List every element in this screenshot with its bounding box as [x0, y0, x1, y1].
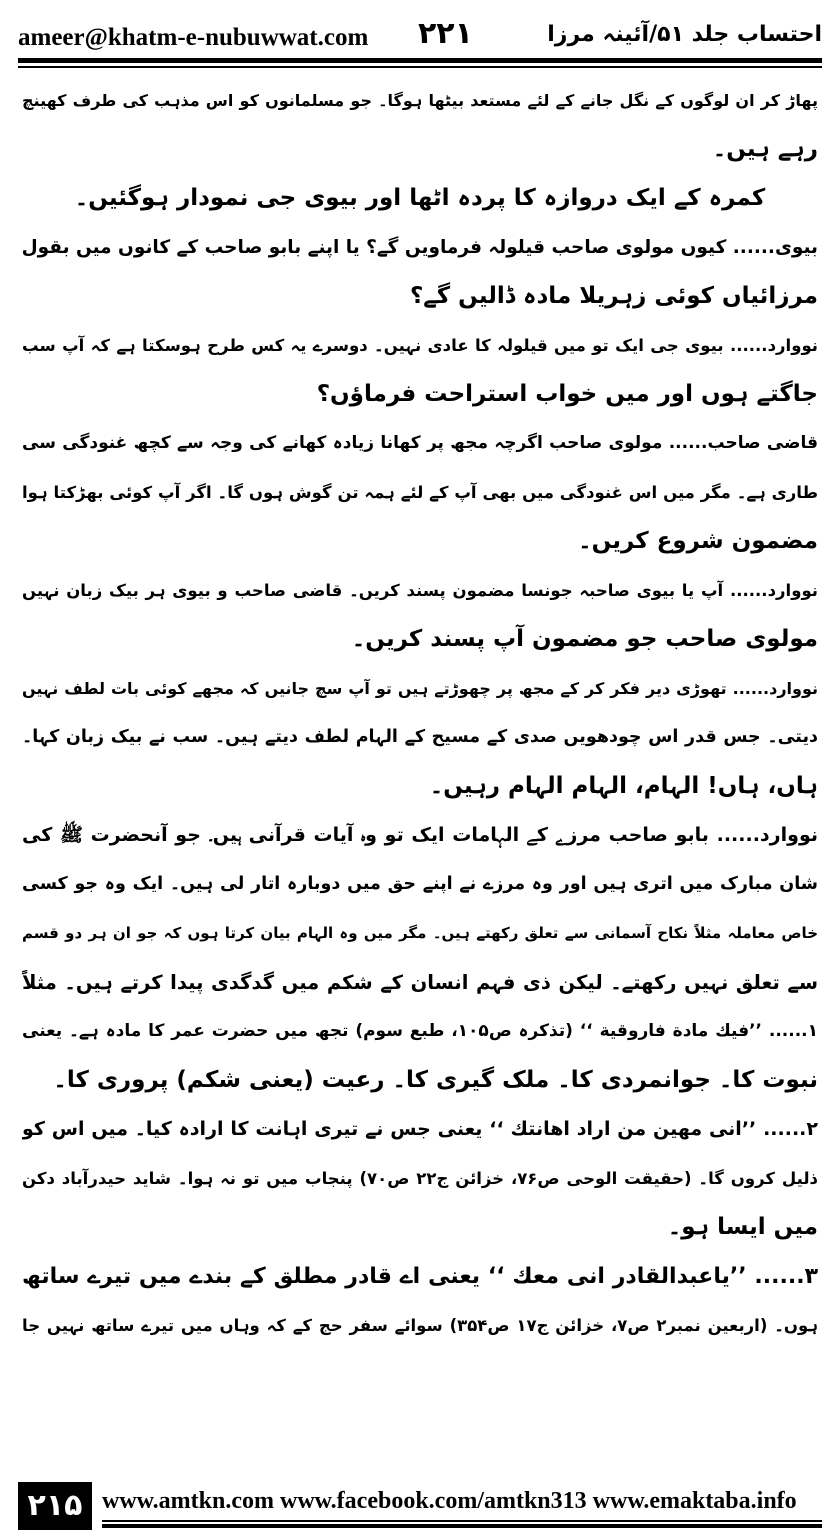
- header-page-number: ۲۲۱: [418, 16, 473, 51]
- text-line: مرزائیاں کوئی زہریلا مادہ ڈالیں گے؟: [409, 283, 818, 309]
- text-line: میں ایسا ہو۔: [667, 1214, 818, 1240]
- text-line: مضمون شروع کریں۔: [578, 528, 818, 554]
- text-line: نووارد...... آپ یا بیوی صاحبہ جونسا مضمون پسند کریں۔ قاضی صاحب و بیوی ہر بیک زبان نہیں: [22, 581, 818, 600]
- text-line: سے تعلق نہیں رکھتے۔ لیکن ذی فہم انسان کے شکم میں گدگدی پیدا کرتے ہیں۔ مثلاً: [22, 971, 818, 994]
- header-book-title: احتساب جلد ۵۱/آئینہ مرزا: [547, 22, 822, 47]
- text-line: رہے ہیں۔: [712, 136, 818, 162]
- text-line: نبوت کا۔ جوانمردی کا۔ ملک گیری کا۔ رعیت (یعنی شکم) پروری کا۔: [53, 1067, 818, 1093]
- text-line: نووارد...... بابو صاحب مرزے کے الہامات ایک تو وہ آیات قرآنی ہیں۔ جو آنحضرت ﷺ کی: [22, 824, 818, 846]
- page-body: [22, 76, 818, 1472]
- text-line: طاری ہے۔ مگر میں اس غنودگی میں بھی آپ کے لئے ہمہ تن گوش ہوں گا۔ اگر آپ کوئی بھڑکتا ہوا: [22, 483, 818, 502]
- text-line: ذلیل کروں گا۔ (حقیقت الوحی ص۷۶، خزائن ج۲۲ ص۷۰) پنجاب میں تو نہ ہوا۔ شاید حیدرآباد دکن: [22, 1169, 818, 1188]
- footer-page-number: ۲۱۵: [18, 1482, 92, 1530]
- text-line: دیتی۔ جس قدر اس چودھویں صدی کے مسیح کے الہام لطف دیتے ہیں۔ سب نے بیک زبان کہا۔: [22, 727, 818, 747]
- text-line: جاگتے ہوں اور میں خواب استراحت فرماؤں؟: [316, 381, 818, 407]
- header-email: ameer@khatm-e-nubuwwat.com: [18, 24, 369, 51]
- footer-links: www.amtkn.com www.facebook.com/amtkn313 www.emaktaba.info: [102, 1488, 797, 1514]
- text-line: ہاں، ہاں! الہام، الہام الہام رہیں۔: [429, 773, 818, 799]
- footer-rule: [102, 1520, 822, 1528]
- text-line: ہوں۔ (اربعین نمبر۲ ص۷، خزائن ج۱۷ ص۳۵۴) سوائے سفر حج کے کہ وہاں میں تیرے ساتھ نہیں جا: [22, 1316, 818, 1335]
- text-line: ۱...... ’’فیك مادة فاروقیة ‘‘ (تذکرہ ص۱۰۵، طبع سوم) تجھ میں حضرت عمر کا مادہ ہے۔ یعنی: [22, 1021, 818, 1041]
- text-line: مولوی صاحب جو مضمون آپ پسند کریں۔: [351, 626, 818, 652]
- page-header: [18, 14, 822, 60]
- text-line: پھاڑ کر ان لوگوں کے نگل جانے کے لئے مستعد بیٹھا ہوگا۔ جو مسلمانوں کو اس مذہب کی طرف کھینچ: [22, 91, 818, 110]
- header-rule: [18, 58, 822, 68]
- page-footer: [18, 1482, 822, 1530]
- text-line: ۳...... ’’یاعبدالقادر انی معك ‘‘ یعنی اے قادر مطلق کے بندے میں تیرے ساتھ: [22, 1264, 818, 1289]
- text-line: ۲...... ’’انی مهین من اراد اهانتك ‘‘ یعنی جس نے تیری اہانت کا ارادہ کیا۔ میں اس کو: [22, 1118, 818, 1140]
- text-line: خاص معاملہ مثلاً نکاح آسمانی سے تعلق رکھتے ہیں۔ مگر میں وہ الہام بیان کرتا ہوں کہ جو ان ہر دو قسم: [22, 924, 818, 942]
- text-line: کمرہ کے ایک دروازہ کا پردہ اٹھا اور بیوی جی نمودار ہوگئیں۔: [74, 185, 766, 211]
- text-line: بیوی...... کیوں مولوی صاحب قیلولہ فرماویں گے؟ یا اپنے بابو صاحب کے کانوں میں بقول: [22, 237, 818, 258]
- text-line: نووارد...... تھوڑی دیر فکر کر کے مجھ پر چھوڑتے ہیں تو آپ سچ جانیں کہ مجھے کوئی بات لطف نہیں: [22, 679, 818, 698]
- text-line: قاضی صاحب...... مولوی صاحب اگرچہ مجھ پر کھانا زیادہ کھانے کی وجہ سے کچھ غنودگی سی: [22, 433, 818, 453]
- text-line: شان مبارک میں اتری ہیں اور وہ مرزے نے اپنے حق میں دوبارہ اتار لی ہیں۔ ایک وہ جو کسی: [22, 874, 818, 894]
- text-line: نووارد...... بیوی جی ایک تو میں قیلولہ کا عادی نہیں۔ دوسرے یہ کس طرح ہوسکتا ہے کہ آپ سب: [22, 336, 818, 355]
